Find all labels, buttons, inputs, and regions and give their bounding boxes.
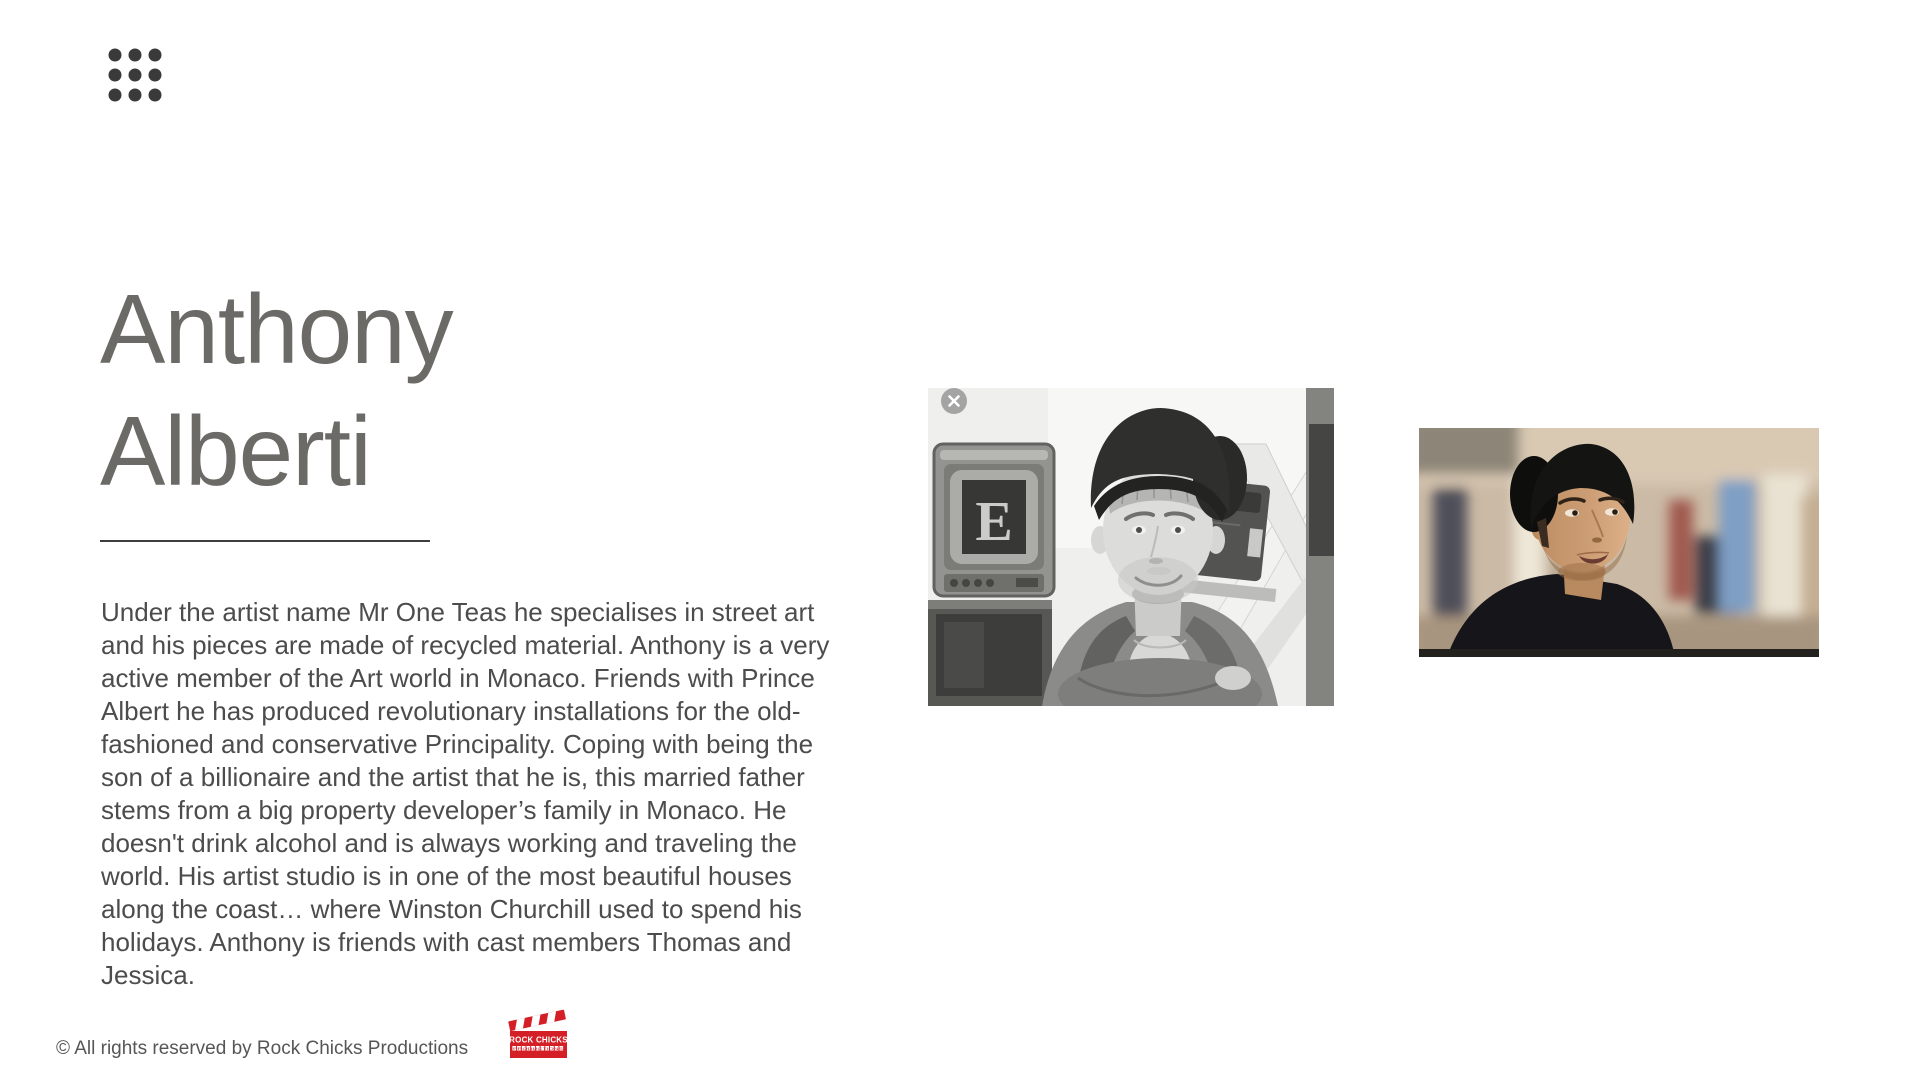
clapperboard-icon [506, 1006, 570, 1062]
logo-title: ROCK CHICKS [509, 1035, 568, 1045]
gallery-image-video-still[interactable] [1419, 428, 1819, 657]
tv-letter: E [975, 491, 1013, 553]
video-still-illustration [1419, 428, 1819, 657]
page-title-last-name: Alberti [100, 396, 371, 506]
title-underline [100, 540, 430, 542]
close-button[interactable] [941, 388, 967, 414]
footer-logo[interactable] [506, 1006, 570, 1062]
gallery-image-bw-portrait[interactable] [928, 388, 1334, 706]
bio-paragraph: Under the artist name Mr One Teas he specialises in street art and his pieces are made of recycled material. Anthony is a very active member of the Art world in Monaco. Friends with Prince Albert he has produced revolutionary installations for the old- fashioned and conservative Principality. Coping with being the son of a billionaire and the artist that he is, this married father stems from a big property developer’s family in Monaco. He doesn't drink alcohol and is always working and traveling the world. His artist studio is in one of the most beautiful houses along the coast… where Winston Churchill used to spend his holidays. Anthony is friends with cast members Thomas and Jessica. [101, 597, 830, 990]
tv-set [934, 444, 1054, 596]
page-title [100, 268, 453, 512]
footer-copyright: © All rights reserved by Rock Chicks Productions [56, 1038, 469, 1059]
close-icon [941, 388, 967, 414]
page-title-first-name: Anthony [100, 274, 453, 384]
grid-dots-icon [106, 46, 164, 104]
menu-button[interactable] [106, 46, 164, 104]
bw-portrait-illustration [928, 388, 1334, 706]
logo-subtitle: PRODUCTIONS [513, 1046, 565, 1051]
